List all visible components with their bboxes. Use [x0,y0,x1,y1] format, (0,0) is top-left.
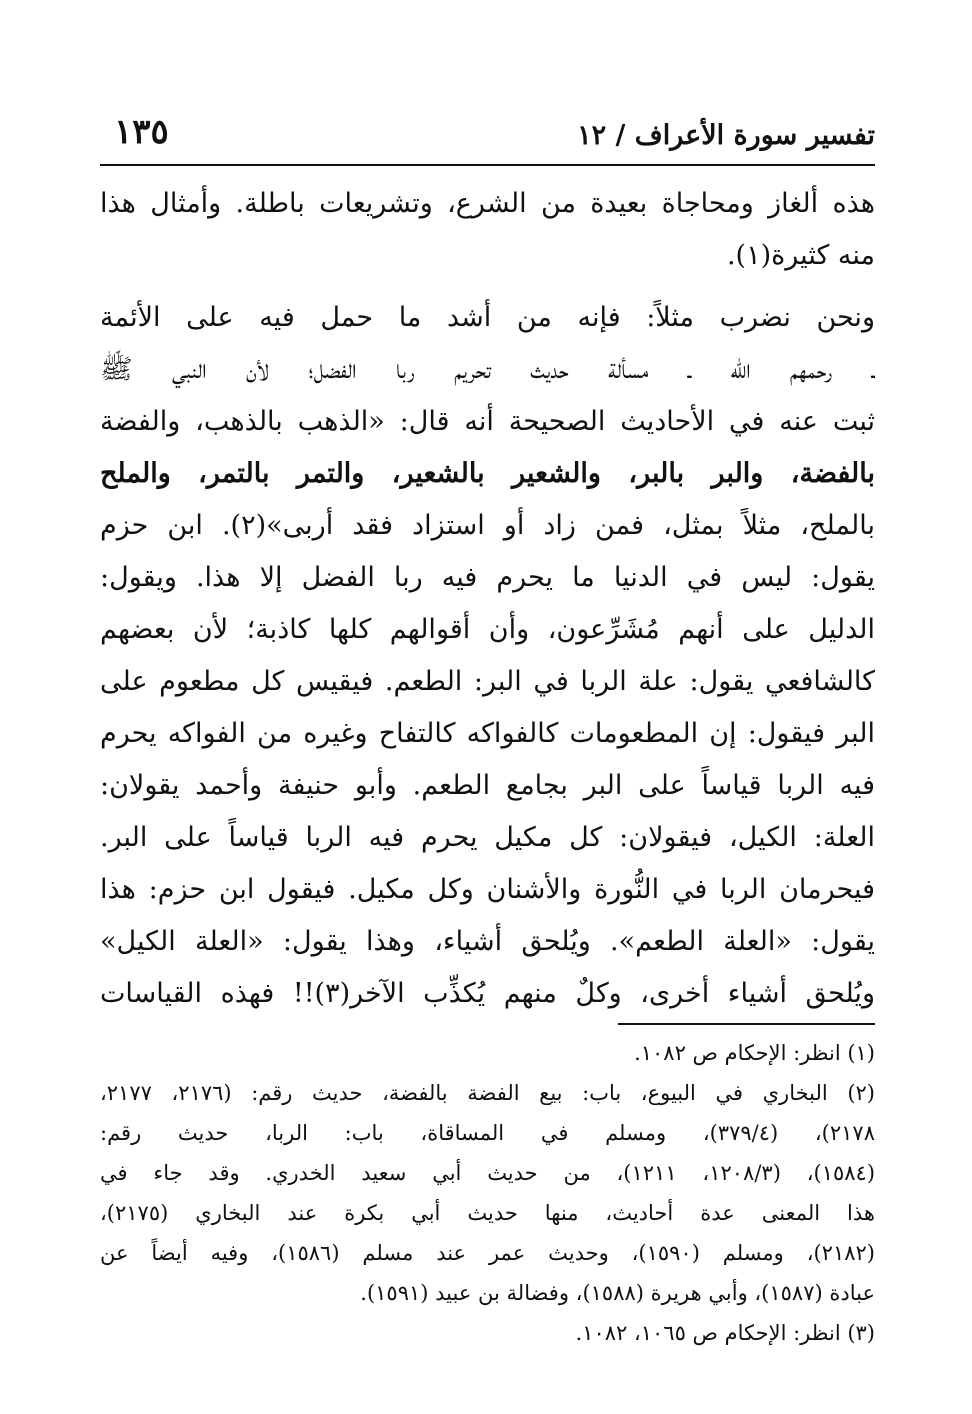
body-line: كالشافعي يقول: علة الربا في البر: الطعم. فيقيس كل مطعوم على [100,666,875,697]
footnote-line: هذا المعنى عدة أحاديث، منها حديث أبي بكرة عند البخاري (٢١٧٥)، [100,1201,875,1225]
body-line: العلة: الكيل، فيقولان: كل مكيل يحرم فيه الربا قياساً على البر. [100,822,875,853]
footnote-line: (١٥٨٤)، (١٢٠٨/٣، ١٢١١)، من حديث أبي سعيد الخدري. وقد جاء في [100,1161,875,1185]
body-line: فيه الربا قياساً على البر بجامع الطعم. وأبو حنيفة وأحمد يقولان: [100,770,875,801]
body-line: هذه ألغاز ومحاجاة بعيدة من الشرع، وتشريعات باطلة. وأمثال هذا [100,188,875,219]
body-line: الدليل على أنهم مُشَرِّعون، وأن أقوالهم كلها كاذبة؛ لأن بعضهم [100,614,875,645]
body-line: فيحرمان الربا في النُّورة والأشنان وكل مكيل. فيقول ابن حزم: هذا [100,874,875,905]
body-line: منه كثيرة(١). [726,240,875,271]
page-number: ١٣٥ [114,112,169,152]
body-line: بالملح، مثلاً بمثل، فمن زاد أو استزاد فقد أربى»(٢). ابن حزم [100,510,875,541]
header-rule [100,164,875,166]
running-header-title: تفسير سورة الأعراف / ١٢ [577,120,875,151]
body-text [100,178,875,1020]
running-header [100,112,875,162]
footnote-separator [618,1023,875,1025]
footnote-line: (١) انظر: الإحكام ص ١٠٨٢. [634,1041,875,1065]
body-line: ـ رحمهم الله ـ مسألة حديث تحريم ربا الفضل؛ لأن النبي ﷺ [100,354,875,385]
body-line: ثبت عنه في الأحاديث الصحيحة أنه قال: «الذهب بالذهب، والفضة [100,406,875,437]
body-line: البر فيقول: إن المطعومات كالفواكه كالتفاح وغيره من الفواكه يحرم [100,718,875,749]
footnote-line: (٣) انظر: الإحكام ص ١٠٦٥، ١٠٨٢. [575,1321,875,1345]
body-line: ويُلحق أشياء أخرى، وكلٌ منهم يُكذِّب الآخر(٣)!! فهذه القياسات [100,978,875,1009]
footnote-line: عبادة (١٥٨٧)، وأبي هريرة (١٥٨٨)، وفضالة بن عبيد (١٥٩١). [360,1281,875,1305]
footnote-line: (٢) البخاري في البيوع، باب: بيع الفضة بالفضة، حديث رقم: (٢١٧٦، ٢١٧٧، [100,1081,875,1105]
paragraph-gap [100,282,875,292]
body-line: يقول: «العلة الطعم». ويُلحق أشياء، وهذا يقول: «العلة الكيل» [100,926,875,957]
body-line: ونحن نضرب مثلاً: فإنه من أشد ما حمل فيه على الأئمة [100,302,875,333]
footnotes [100,1033,875,1353]
footnote-line: (٢١٨٢)، ومسلم (١٥٩٠)، وحديث عمر عند مسلم (١٥٨٦)، وفيه أيضاً عن [100,1241,875,1265]
body-line: يقول: ليس في الدنيا ما يحرم فيه ربا الفضل إلا هذا. ويقول: [100,562,875,593]
footnote-line: ٢١٧٨)، (٣٧٩/٤)، ومسلم في المساقاة، باب: الربا، حديث رقم: [100,1121,875,1145]
hadith-line: بالفضة، والبر بالبر، والشعير بالشعير، والتمر بالتمر، والملح [100,458,875,489]
